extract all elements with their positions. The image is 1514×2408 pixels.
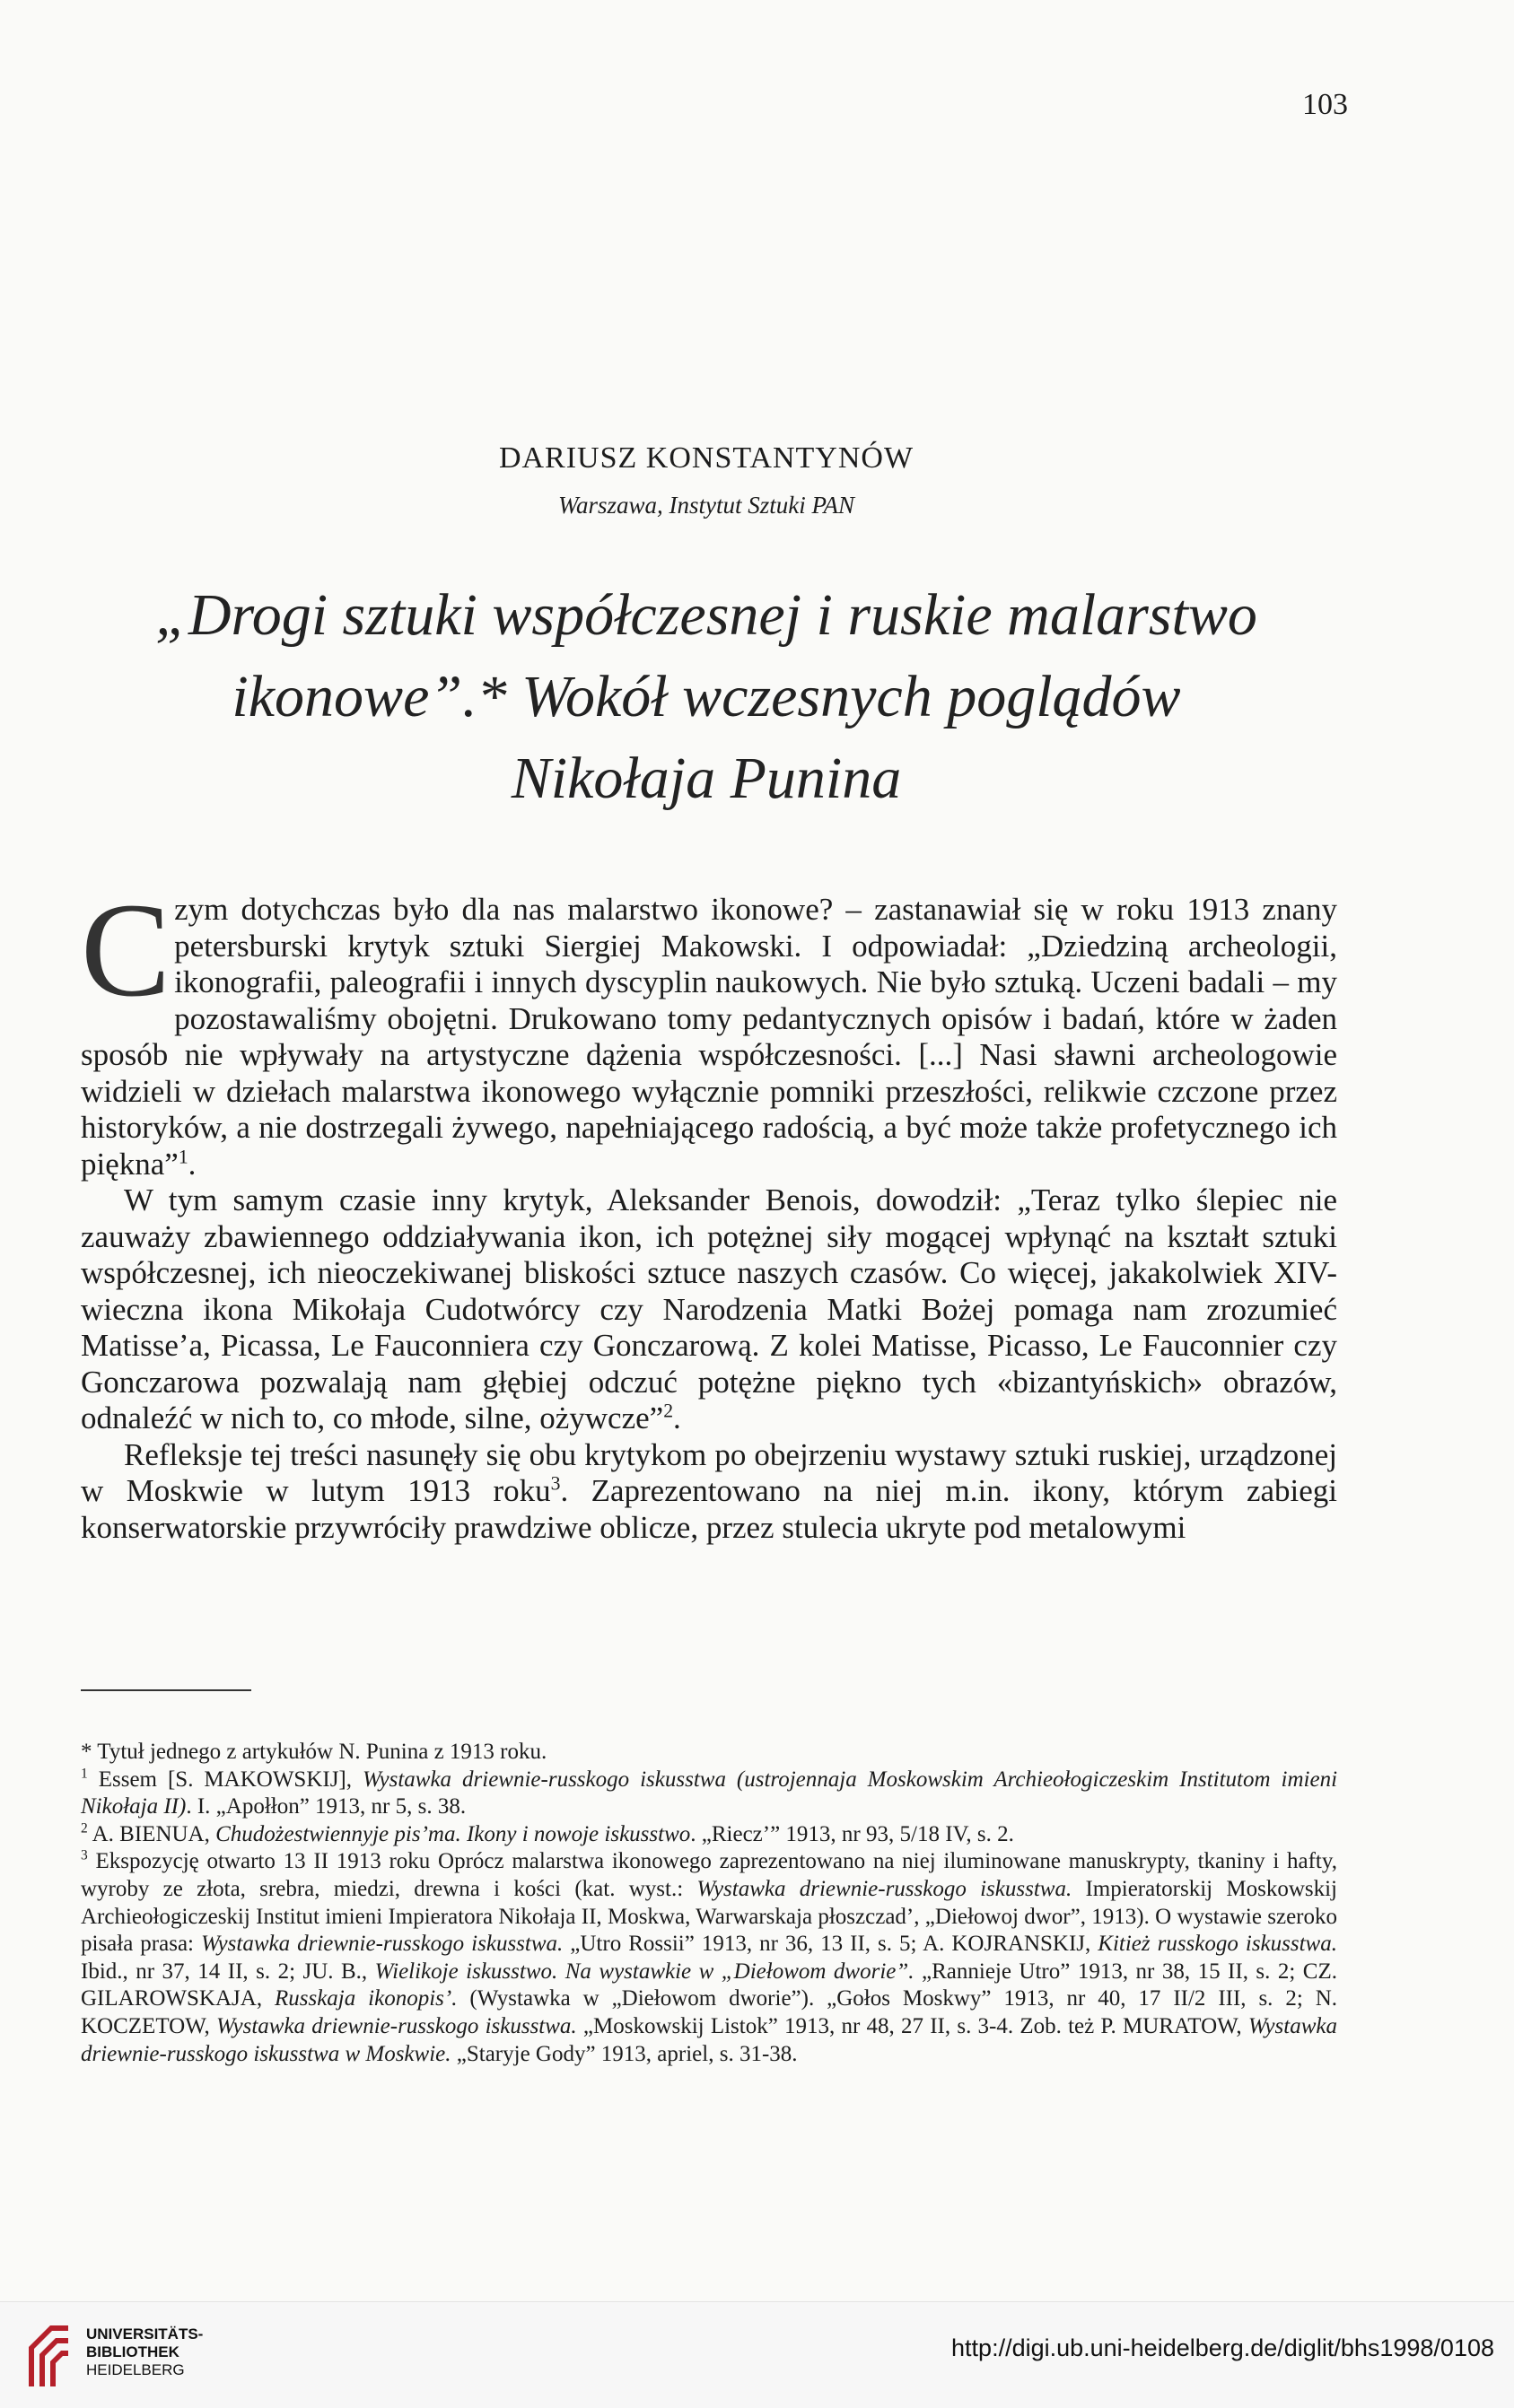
footnote-3-text: Impieratorskij Moskowskij Archieołogiczeskij Institut imieni Impieratora Nikołaja II, Moskwa, Warwarskaja płoszczad’, „Diełowoj dwor”, 1913). O wystawie szeroko pisała prasa: — [81, 1876, 1337, 1957]
footnote-3-text: Ibid., nr 37, 14 II, s. 2; JU. B., — [81, 1959, 375, 1984]
footnote-3-number: 3 — [81, 1848, 88, 1864]
paragraph-3-text-b: . Zaprezentowano na niej m.in. ikony, którym zabiegi konserwatorskie przywróciły prawdziwe oblicze, przez stulecia ukryte pod metalowymi — [81, 1473, 1338, 1545]
paragraph-1-end: . — [188, 1146, 197, 1182]
footnote-3-text: „Staryje Gody” 1913, apriel, s. 31-38. — [451, 2041, 798, 2066]
footnote-1-author: Essem [S. MAKOWSKIJ], — [98, 1767, 363, 1792]
footnote-3-title: Wystawka driewnie-russkogo iskusstwa. — [215, 2013, 577, 2038]
footnote-3-title: Russkaja ikonopis’. — [274, 1986, 458, 2011]
footnote-star: * Tytuł jednego z artykułów N. Punina z 1913 roku. — [81, 1740, 547, 1764]
title-line-1: „Drogi sztuki współczesnej i ruskie malarstwo — [155, 582, 1257, 648]
digitization-footer — [0, 2301, 1514, 2408]
footnote-2-author: A. BIENUA, — [92, 1821, 216, 1846]
footnote-1-title: Wystawka driewnie-russkogo iskusstwa (ustrojennaja Moskowskim Archieołogiczeskim Institutom imieni Nikołaja II) — [81, 1767, 1338, 1819]
footnotes — [81, 1739, 1337, 2068]
footnote-2-number: 2 — [81, 1820, 88, 1837]
footnote-3-text: „Rannieje Utro” 1913, nr 38, 15 II, s. 2; CZ. GILAROWSKAJA, — [81, 1959, 1338, 2011]
drop-cap: C — [81, 876, 171, 1025]
footnote-3-text: „Moskowskij Listok” 1913, nr 48, 27 II, s. 3-4. Zob. też P. MURATOW, — [576, 2013, 1248, 2038]
library-logo-icon — [23, 2320, 74, 2390]
paragraph-2-text: W tym samym czasie inny krytyk, Aleksander Benois, dowodził: „Teraz tylko ślepiec nie zauważy zbawiennego oddziaływania ikon, ich potężnej siły mogącej wpłynąć na kształt sztuki współczesnej, ich nieoczekiwanej bliskości sztuce naszych czasów. Co więcej, jakakolwiek XIV-wieczna ikona Mikołaja Cudotwórcy czy Narodzenia Matki Bożej pomaga nam zrozumieć Matisse’a, Picassa, Le Fauconniera czy Gonczarową. Z kolei Matisse, Picasso, Le Fauconnier czy Gonczarowa pozwalają nam głębiej odczuć potężne piękno tych «bizantyńskich» obrazów, odnaleźć w nich to, co młode, silne, ożywcze” — [81, 1182, 1337, 1435]
footnote-3-text: (Wystawka w „Diełowom dworie”). „Gołos Moskwy” 1913, nr 40, 17 II/2 III, s. 2; N. KOCZETOW, — [81, 1986, 1337, 2038]
footnote-2 — [81, 1821, 1337, 1849]
paragraph-1 — [81, 876, 1337, 1182]
paragraph-3 — [81, 1437, 1337, 1547]
footnote-2-source: . „Riecz’” 1913, nr 93, 5/18 IV, s. 2. — [690, 1821, 1014, 1846]
source-url-link[interactable]: http://digi.ub.uni-heidelberg.de/diglit/bhs1998/0108 — [951, 2334, 1494, 2361]
footnote-3-title: Wystawka driewnie-russkogo iskusstwa. — [696, 1876, 1072, 1901]
footnote-1-source: . I. „Apołłon” 1913, nr 5, s. 38. — [186, 1794, 467, 1819]
footnote-ref-1[interactable]: 1 — [178, 1145, 188, 1167]
paragraph-1-text: zym dotychczas było dla nas malarstwo ikonowe? – zastanawiał się w roku 1913 znany petersburski krytyk sztuki Siergiej Makowski. I odpowiadał: „Dziedziną archeologii, ikonografii, paleografii i innych dyscyplin naukowych. Nie było sztuką. Uczeni badali – my pozostawaliśmy obojętni. Drukowano tomy pedantycznych opisów i badań, które w żaden sposób nie wpływały na artystyczne dążenia współczesności. [...] Nasi sławni archeologowie widzieli w dziełach malarstwa ikonowego wyłącznie pomniki przeszłości, relikwie czczone przez historyków, a nie dostrzegali żywego, napełniającego radością, a być może także profetycznego ich piękna” — [81, 892, 1337, 1182]
footnote-3-text: „Utro Rossii” 1913, nr 36, 13 II, s. 5; A. KOJRANSKIJ, — [563, 1932, 1098, 1957]
footnote-ref-2[interactable]: 2 — [663, 1400, 674, 1422]
footnote-2-title: Chudożestwiennyje pis’ma. Ikony i nowoje iskusstwo — [215, 1821, 691, 1846]
author-name: DARIUSZ KONSTANTYNÓW — [498, 441, 915, 475]
footnote-3-title: Kitież russkogo iskusstwa. — [1098, 1932, 1337, 1957]
article-body — [81, 876, 1338, 1546]
article-title — [54, 574, 1359, 819]
library-name-line-3: HEIDELBERG — [86, 2361, 185, 2378]
library-name-line-1: UNIVERSITÄTS- — [86, 2325, 204, 2343]
footnote-divider — [81, 1689, 251, 1691]
footnote-1-number: 1 — [81, 1766, 88, 1782]
footnote-3 — [81, 1848, 1337, 2068]
title-line-3: Nikołaja Punina — [511, 746, 902, 811]
library-name-line-2: BIBLIOTHEK — [86, 2343, 179, 2360]
footnote-3-title: Wystawka driewnie-russkogo iskusstwa. — [201, 1932, 564, 1957]
library-name — [86, 2325, 203, 2379]
paragraph-2-end: . — [673, 1400, 681, 1435]
author-affiliation: Warszawa, Instytut Sztuki PAN — [557, 492, 855, 519]
footnote-ref-3[interactable]: 3 — [550, 1472, 561, 1495]
footnote-1 — [81, 1767, 1337, 1821]
paragraph-3-text-a: Refleksje tej treści nasunęły się obu krytykom po obejrzeniu wystawy sztuki ruskiej, urządzonej w Moskwie w lutym 1913 roku — [81, 1436, 1337, 1508]
title-line-2: ikonowe”.* Wokół wczesnych poglądów — [232, 664, 1181, 729]
paragraph-2 — [81, 1182, 1337, 1437]
page-number: 103 — [1302, 88, 1348, 121]
footnote-3-text: Ekspozycję otwarto 13 II 1913 roku Oprócz malarstwa ikonowego zaprezentowano na niej iluminowane manuskrypty, tkaniny i hafty, wyroby ze złota, srebra, miedzi, drewna i kości (kat. wyst.: — [81, 1849, 1338, 1901]
footnote-3-title: Wystawka driewnie-russkogo iskusstwa w Moskwie. — [81, 2013, 1337, 2066]
footnote-3-title: Wielikoje iskusstwo. Na wystawkie w „Diełowom dworie”. — [374, 1959, 915, 1984]
